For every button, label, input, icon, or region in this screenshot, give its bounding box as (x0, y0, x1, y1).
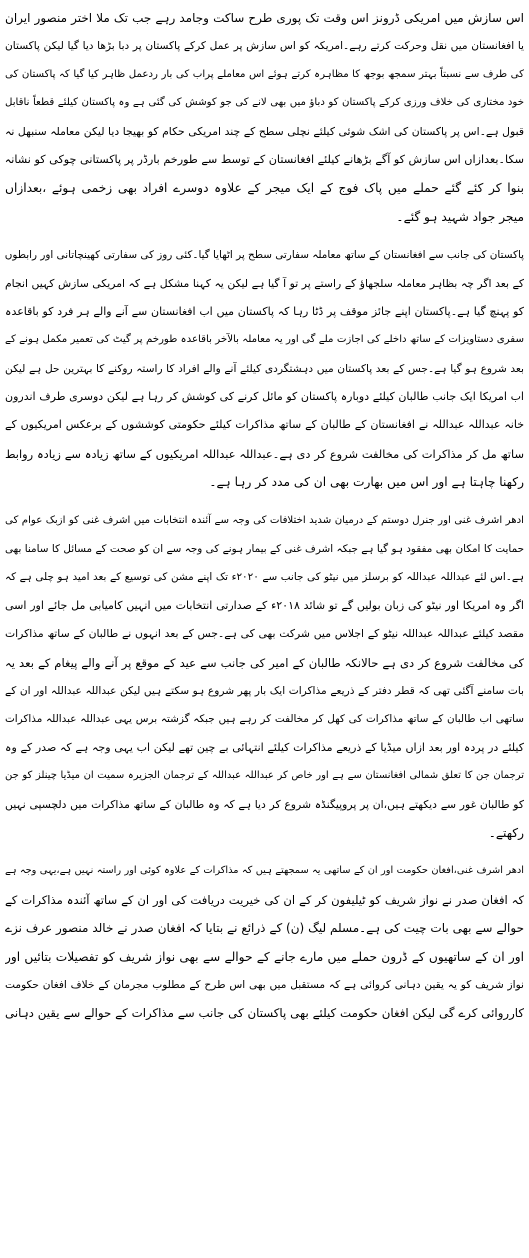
text-line: مقصد کیلئے عبداللہ عبداللہ نیٹو کے اجلاس میں شرکت بھی کی ہے۔جس کے بعد انہوں نے طالبان کے ساتھ مذاکرات (5, 627, 524, 641)
text-line: یا افغانستان میں نقل وحرکت کرتے رہے۔امریکہ کو اس سازش پر عمل کرکے پاکستان پر دبا بڑھا دیا گیا لیکن پاکستان (5, 40, 524, 53)
text-line: بات سامنے آگئی تھی کہ قطر دفتر کے ذریعے مذاکرات ایک بار پھر شروع ہو سکتے ہیں لیکن عبداللہ عبداللہ اور ان کے (5, 684, 524, 697)
text-line: رکھتے۔ (488, 825, 524, 840)
text-line: اب امریکا ایک جانب طالبان کیلئے دوبارہ پاکستان کو مائل کرنے کی کوشش کر رہا ہے لیکن دوسری طرف اندرون (5, 390, 524, 404)
text-line: ادھر اشرف غنی اور جنرل دوستم کے درمیان شدید اختلافات کی وجہ سے آئندہ انتخابات میں اشرف غنی کو ازبک عوام کی (5, 514, 524, 526)
text-line: ہے۔اس لئے عبداللہ عبداللہ کو برسلز میں نیٹو کی جانب سے ۲۰۲۰ء تک اپنے مشن کی توسیع کے بعد امید ہو چلی ہے کہ (5, 571, 524, 584)
text-line: اور ان کے ساتھیوں کے ڈرون حملے میں مارے جانے کے حوالے سے بھی نواز شریف کو تفصیلات بتائیں اور (5, 949, 524, 964)
text-line: کے بعد اگر چہ بظاہر معاملہ سلجھاؤ کے راستے پر تو آ گیا ہے لیکن یہ کہنا مشکل ہے کہ امریکی سازش کہیں انجام (5, 276, 524, 290)
text-line: بعد شروع ہو گیا ہے۔جس کے بعد پاکستان میں دہشتگردی کیلئے آنے والے افراد کا راستہ روکنے کا بہترین حل ہے لیکن (5, 362, 524, 375)
text-line: ساتھی اب طالبان کے ساتھ مذاکرات کی کھل کر مخالفت کر رہے ہیں جبکہ گزشتہ برس یہی عبداللہ عبداللہ مذاکرات (5, 713, 524, 726)
text-line: کو پہنچ گیا ہے۔پاکستان اپنے جائز موقف پر ڈٹا رہا کہ پاکستان میں اب افغانستان سے آنے والے ہر فرد کو باقاعدہ (5, 304, 524, 318)
text-line: حوالے سے بھی بات چیت کی ہے۔مسلم لیگ (ن) کے ذرائع نے بتایا کہ افغان صدر نے خالد منصور عرف نزے (5, 921, 524, 936)
text-line: کی طرف سے نسبتاً بہتر سمجھ بوجھ کا مظاہرہ کرتے ہوئے اس معاملے پراب کی بار ردعمل ظاہر کیا گیا کہ پاکستان کی (5, 68, 524, 80)
article-paragraph (5, 857, 524, 1027)
text-line: کہ افغان صدر نے نواز شریف کو ٹیلیفون کر کے ان کی خیریت دریافت کی اور ان کے ساتھ آئندہ مذاکرات کے (5, 892, 524, 907)
text-line: رکھنا چاہتا ہے اور اس میں بھارت بھی ان کی مدد کر رہا ہے۔ (209, 475, 524, 490)
text-line: ترجمان جن کا تعلق شمالی افغانستان سے ہے اور خاص کر عبداللہ عبداللہ کے ترجمان الجزیرہ سمیت ان میڈیا چینلز کو جن (5, 770, 524, 782)
article-paragraph (5, 4, 524, 231)
text-line: کیلئے در پردہ اور بعد ازاں میڈیا کے ذریعے مذاکرات کیلئے انتہائی بے چین تھے لیکن اب یہی وجہ ہے کہ صدر کے وہ (5, 740, 524, 754)
article-paragraph (5, 507, 524, 848)
text-line: خانہ عبداللہ عبداللہ نے افغانستان کے طالبان کے ساتھ مذاکرات کیلئے حکومتی کوششوں کے برعکس امریکیوں کے (5, 418, 524, 432)
text-line: نواز شریف کو یہ یقین دہانی کروائی ہے کہ مستقبل میں بھی اس طرح کے مطلوب مجرمان کے خلاف افغان حکومت (5, 978, 524, 991)
text-line: بنوا کر کئے گئے حملے میں پاک فوج کے ایک میجر کے علاوہ دوسرے افراد بھی زخمی ہوئے ،بعدازاں (5, 181, 524, 196)
text-line: سکا۔بعدازاں اس سازش کو آگے بڑھانے کیلئے افغانستان کے توسط سے طورخم بارڈر پر پاکستانی چوکی کو نشانہ (5, 152, 524, 166)
text-line: میجر جواد شہید ہو گئے۔ (396, 209, 524, 224)
text-line: اس سازش میں امریکی ڈرونز اس وقت تک پوری طرح ساکت وجامد رہے جب تک ملا اختر منصور ایران (5, 11, 524, 25)
article-paragraph (5, 241, 524, 497)
text-line: پاکستان کی جانب سے افغانستان کے ساتھ معاملہ سفارتی سطح پر اٹھایا گیا۔کئی روز کی سفارتی کھینچاتانی اور رابطوں (5, 249, 524, 262)
text-line: سفری دستاویزات کے ساتھ داخلے کی اجازت ملے گی اور یہ معاملہ بالآخر باقاعدہ طورخم پر گیٹ کی تعمیر مکمل ہونے کے (5, 334, 524, 346)
text-line: خود مختاری کی خلاف ورزی کرکے پاکستان کو دباؤ میں بھی لانے کی جو کوشش کی گئی ہے وہ پاکستان کیلئے قطعاً ناقابل (5, 97, 524, 109)
text-line: اگر وہ امریکا اور نیٹو کی زبان بولیں گے تو شائد ۲۰۱۸ء کے صدارتی انتخابات میں انہیں کامیابی مل جائے اور اسی (5, 598, 524, 612)
text-line: کو طالبان غور سے دیکھتے ہیں،ان پر پروپیگنڈہ شروع کر دیا ہے کہ وہ طالبان کے ساتھ مذاکرات میں دلچسپی نہیں (5, 797, 524, 811)
text-line: قبول ہے۔اس پر پاکستان کی اشک شوئی کیلئے نچلی سطح کے چند امریکی حکام کو بھیجا دیا لیکن معاملہ سنبھل نہ (5, 124, 524, 138)
text-line: کارروائی کرے گی لیکن افغان حکومت کیلئے بھی پاکستان کی جانب سے مذاکرات کے حوالے سے یقین دہانی (5, 1006, 524, 1021)
text-line: حمایت کا امکان بھی مفقود ہو گیا ہے جبکہ اشرف غنی کے بیمار ہونے کی وجہ سے ان کو صحت کے مسائل کا سامنا بھی (5, 543, 524, 556)
text-line: ادھر اشرف غنی،افغان حکومت اور ان کے ساتھی یہ سمجھتے ہیں کہ مذاکرات کے علاوہ کوئی اور راستہ نہیں ہے،یہی وجہ ہے (5, 865, 524, 877)
text-line: کی مخالفت شروع کر دی ہے حالانکہ طالبان کے امیر کی جانب سے عید کے موقع پر آنے والے پیغام کے بعد یہ (5, 655, 524, 670)
text-line: ساتھ مل کر مذاکرات کی مخالفت شروع کر دی ہے۔عبداللہ عبداللہ امریکیوں کے ساتھ زیادہ سے زیادہ روابط (5, 446, 524, 461)
